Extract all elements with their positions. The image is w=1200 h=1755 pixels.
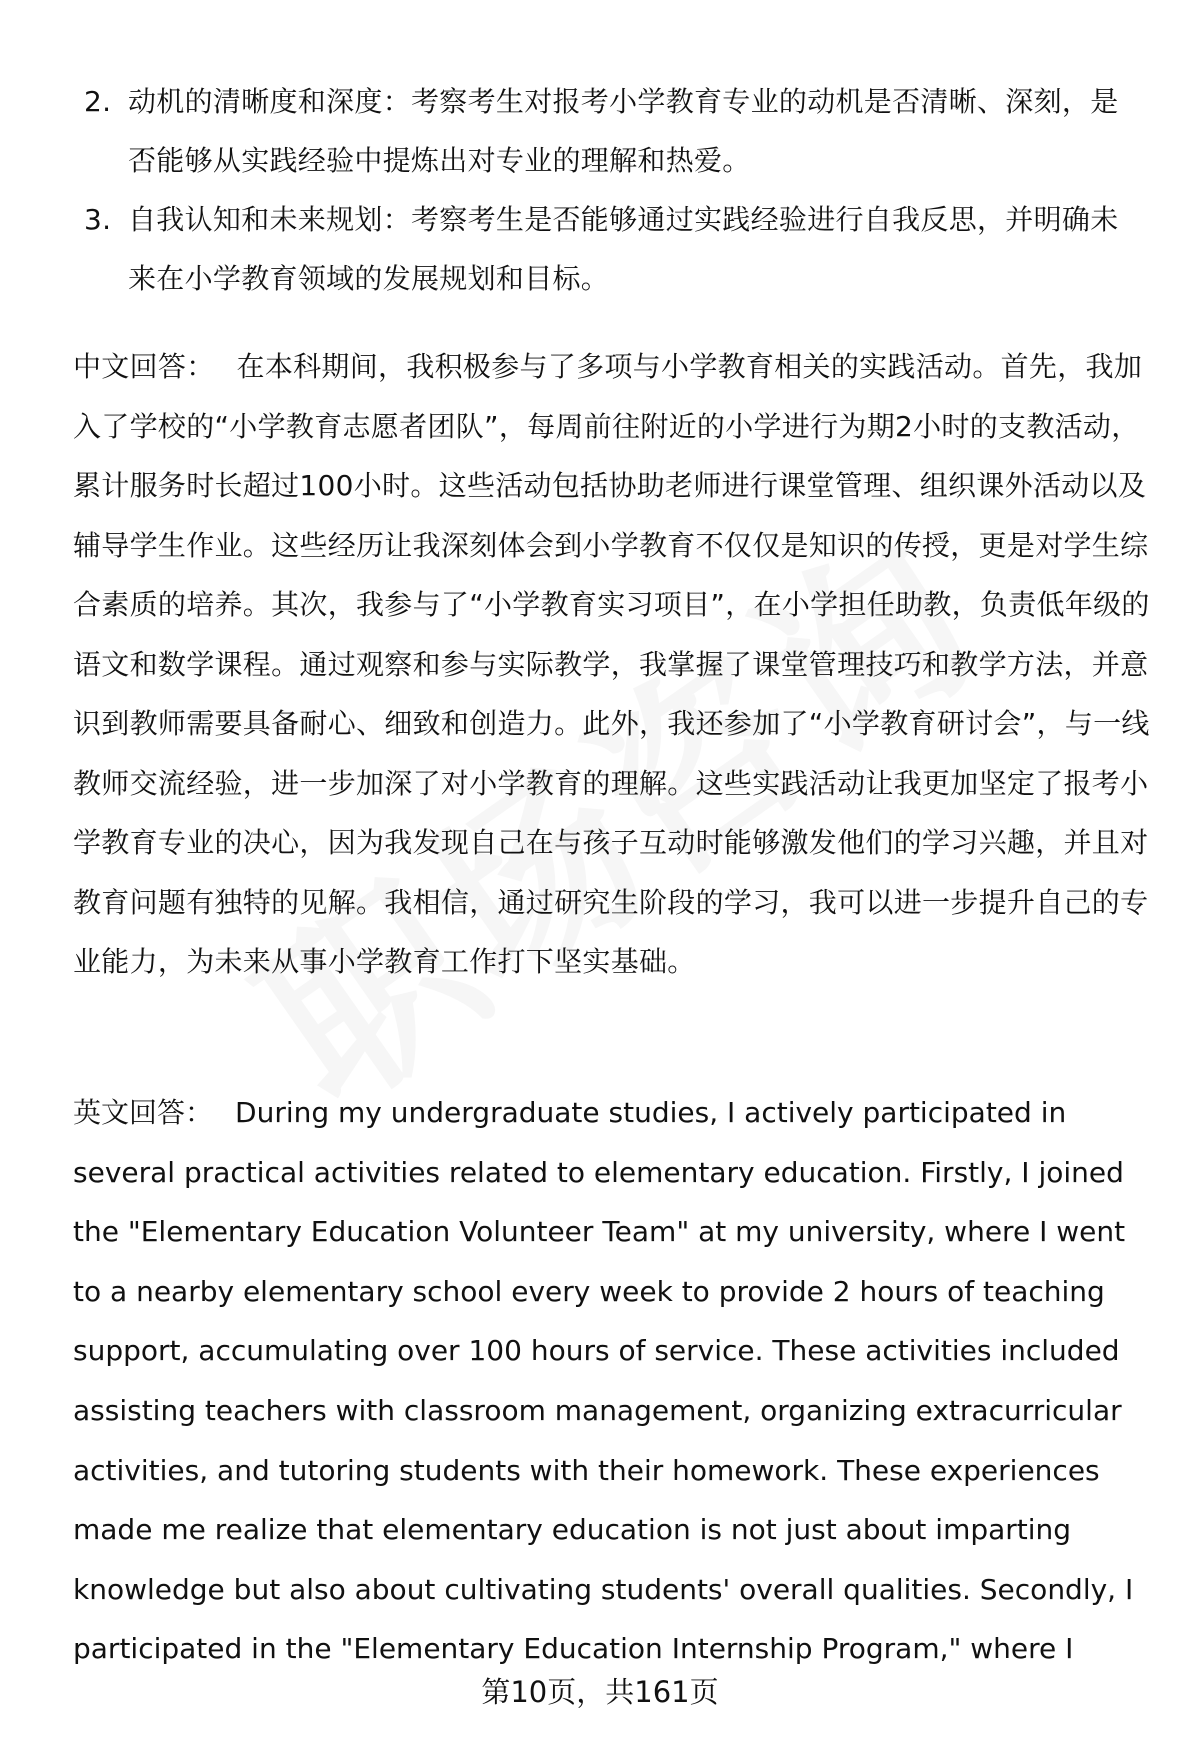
page-number-footer: 第10页，共161页: [481, 1675, 719, 1709]
list-item: [84, 190, 1144, 308]
chinese-answer-text: 在本科期间，我积极参与了多项与小学教育相关的实践活动。首先，我加入了学校的“小学教育志愿者团队”，每周前往附近的小学进行为期2小时的支教活动，累计服务时长超过100小时。这些活动包括协助老师进行课堂管理、组织课外活动以及辅导学生作业。这些经历让我深刻体会到小学教育不仅仅是知识的传授，更是对学生综合素质的培养。其次，我参与了“小学教育实习项目”，在小学担任助教，负责低年级的语文和数学课程。通过观察和参与实际教学，我掌握了课堂管理技巧和教学方法，并意识到教师需要具备耐心、细致和创造力。此外，我还参加了“小学教育研讨会”，与一线教师交流经验，进一步加深了对小学教育的理解。这些实践活动让我更加坚定了报考小学教育专业的决心，因为我发现自己在与孩子互动时能够激发他们的学习兴趣，并且对教育问题有独特的见解。我相信，通过研究生阶段的学习，我可以进一步提升自己的专业能力，为未来从事小学教育工作打下坚实基础。: [73, 350, 1150, 978]
list-item-text: 自我认知和未来规划：考察考生是否能够通过实践经验进行自我反思，并明确未来在小学教育领域的发展规划和目标。: [128, 203, 1119, 295]
list-item: [84, 72, 1144, 190]
chinese-answer-paragraph: [73, 337, 1153, 992]
chinese-answer-label: 中文回答：: [73, 350, 215, 383]
english-answer-label: 英文回答：: [73, 1096, 214, 1129]
list-item-text: 动机的清晰度和深度：考察考生对报考小学教育专业的动机是否清晰、深刻，是否能够从实践经验中提炼出对专业的理解和热爱。: [128, 85, 1119, 177]
english-answer-text: During my undergraduate studies, I actively participated in several practical activities related to elementary education. Firstly, I joined the "Elementary Education Volunteer Team" at my university, where I went to a nearby elementary school every week to provide 2 hours of teaching support, accumulating over 100 hours of service. These activities included assisting teachers with classroom management, organizing extracurricular activities, and tutoring students with their homework. These experiences made me realize that elementary education is not just about imparting knowledge but also about cultivating students' overall qualities. Secondly, I participated in the "Elementary Education Internship Program," where I: [73, 1096, 1134, 1666]
list-item-number: 2.: [84, 85, 112, 118]
list-item-number: 3.: [84, 203, 112, 236]
criteria-list: [84, 72, 1144, 308]
english-answer-paragraph: [73, 1083, 1153, 1679]
